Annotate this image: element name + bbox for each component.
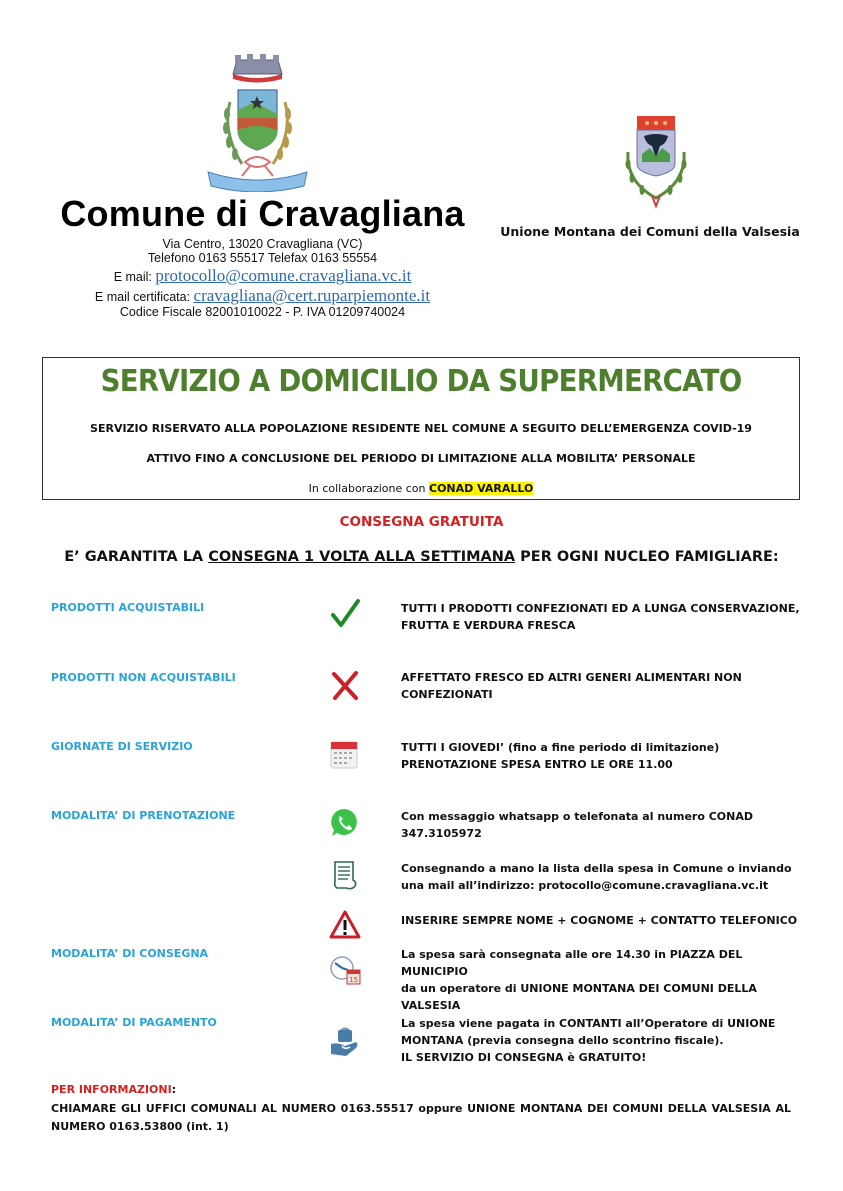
pec-link[interactable]: cravagliana@cert.ruparpiemonte.it — [193, 286, 431, 305]
service-eligibility: SERVIZIO RISERVATO ALLA POPOLAZIONE RESIDENTE NEL COMUNE A SEGUITO DELL’EMERGENZA COVID-19 — [90, 422, 752, 435]
info-label: PER INFORMAZIONI — [51, 1083, 172, 1096]
guarantee-suffix: PER OGNI NUCLEO FAMIGLIARE: — [515, 549, 779, 565]
delivery-guarantee — [0, 549, 843, 565]
row-text-line: La spesa sarà consegnata alle ore 14.30 in PIAZZA DEL MUNICIPIO — [401, 948, 743, 978]
row-text-line: da un operatore di UNIONE MONTANA DEI COMUNI DELLA — [401, 982, 757, 995]
crest-icon — [200, 52, 315, 192]
email-label: E mail: — [113, 270, 156, 284]
info-colon: : — [171, 1083, 177, 1096]
hand-money-icon — [328, 1024, 362, 1058]
phone-fax: Telefono 0163 55517 Telefax 0163 55554 — [147, 251, 378, 265]
checkmark-icon — [328, 597, 362, 631]
row-text-line: FRUTTA E VERDURA FRESCA — [401, 619, 576, 632]
row-text-line: Con messaggio whatsapp o telefonata al numero CONAD — [401, 810, 753, 823]
row-text-line: MONTANA (previa consegna dello scontrino fiscale). — [401, 1034, 724, 1047]
row-text-line: CONFEZIONATI — [401, 688, 493, 701]
row-text-line: AFFETTATO FRESCO ED ALTRI GENERI ALIMENTARI NON — [401, 671, 742, 684]
row-text-service-days — [401, 739, 801, 773]
free-delivery-heading: CONSEGNA GRATUITA — [339, 514, 504, 530]
row-text-line: IL SERVIZIO DI CONSEGNA è GRATUITO! — [401, 1051, 647, 1064]
email-line — [40, 266, 485, 286]
warning-icon — [328, 908, 362, 942]
row-text-line: La spesa viene pagata in CONTANTI all’Operatore di UNIONE — [401, 1017, 776, 1030]
row-text-line: TUTTI I PRODOTTI CONFEZIONATI ED A LUNGA CONSERVAZIONE, — [401, 602, 800, 615]
cross-icon — [328, 668, 362, 702]
row-label-service-days: GIORNATE DI SERVIZIO — [51, 740, 193, 753]
row-label-payment: MODALITA’ DI PAGAMENTO — [51, 1016, 217, 1029]
row-text-line: PRENOTAZIONE SPESA ENTRO LE ORE 11.00 — [401, 758, 673, 771]
document-list-icon — [328, 858, 362, 892]
guarantee-prefix: E’ GARANTITA LA — [64, 549, 209, 565]
row-text-contact-reminder — [401, 912, 801, 929]
guarantee-underlined: CONSEGNA 1 VOLTA ALLA SETTIMANA — [208, 549, 516, 565]
unione-montana-label: Unione Montana dei Comuni della Valsesia — [500, 224, 800, 239]
row-text-line: una mail all’indirizzo: protocollo@comune.cravagliana.vc.it — [401, 879, 769, 892]
row-text-booking-whatsapp — [401, 808, 801, 842]
fiscal-code: Codice Fiscale 82001010022 - P. IVA 01209740024 — [119, 305, 406, 319]
service-title-box — [42, 357, 800, 500]
svg-text:15: 15 — [349, 976, 358, 984]
row-text-line: 347.3105972 — [401, 827, 482, 840]
row-text-line: TUTTI I GIOVEDI’ (fino a fine periodo di limitazione) — [401, 741, 720, 754]
info-text: CHIAMARE GLI UFFICI COMUNALI AL NUMERO 0163.55517 oppure UNIONE MONTANA DEI COMUNI DELLA VALSESIA AL NUMERO 0163.53800 (int. 1) — [51, 1102, 791, 1133]
row-text-line: Consegnando a mano la lista della spesa in Comune o inviando — [401, 862, 792, 875]
calendar-icon — [328, 738, 362, 772]
row-text-line: INSERIRE SEMPRE NOME + COGNOME + CONTATTO TELEFONICO — [401, 914, 798, 927]
comune-title: Comune di Cravagliana — [60, 193, 465, 234]
email-link[interactable]: protocollo@comune.cravagliana.vc.it — [155, 266, 412, 285]
row-label-booking: MODALITA’ DI PRENOTAZIONE — [51, 809, 236, 822]
row-text-line: VALSESIA — [401, 999, 461, 1012]
row-label-delivery: MODALITA’ DI CONSEGNA — [51, 947, 209, 960]
row-text-products-allowed — [401, 600, 801, 634]
cravagliana-crest-logo — [200, 52, 315, 192]
unione-montana-crest-logo — [620, 112, 692, 210]
clock-calendar-icon — [328, 953, 362, 987]
row-label-products-not-allowed: PRODOTTI NON ACQUISTABILI — [51, 671, 236, 684]
collaboration-line — [43, 482, 799, 495]
pec-label: E mail certificata: — [94, 290, 194, 304]
row-label-products-allowed: PRODOTTI ACQUISTABILI — [51, 601, 205, 614]
row-text-delivery — [401, 946, 801, 1014]
unione-crest-icon — [620, 112, 692, 210]
row-text-products-not-allowed — [401, 669, 801, 703]
collaboration-prefix: In collaborazione con — [308, 482, 429, 495]
service-title: SERVIZIO A DOMICILIO DA SUPERMERCATO — [100, 364, 742, 399]
address: Via Centro, 13020 Cravagliana (VC) — [162, 237, 363, 251]
pec-line — [40, 286, 485, 306]
partner-highlight: CONAD VARALLO — [429, 482, 534, 495]
service-duration: ATTIVO FINO A CONCLUSIONE DEL PERIODO DI LIMITAZIONE ALLA MOBILITA’ PERSONALE — [146, 452, 696, 465]
row-text-booking-list — [401, 860, 801, 894]
row-text-payment — [401, 1015, 801, 1066]
info-heading — [51, 1083, 176, 1096]
whatsapp-icon — [328, 806, 362, 840]
